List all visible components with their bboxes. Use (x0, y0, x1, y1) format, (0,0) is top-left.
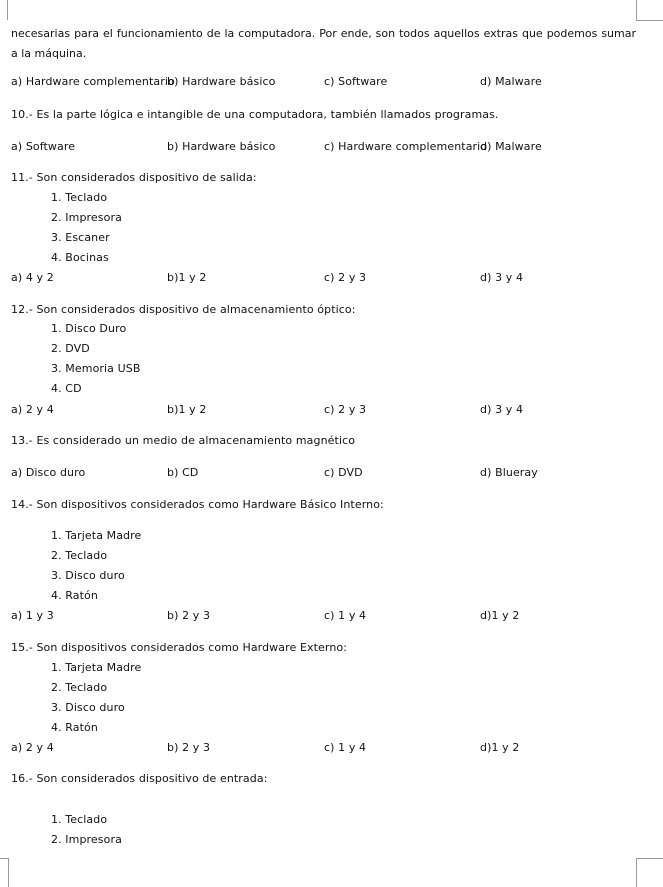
q15-item-2: 2. Teclado (51, 681, 108, 694)
q15-item-1: 1. Tarjeta Madre (51, 661, 142, 674)
q12-option-d: d) 3 y 4 (480, 403, 524, 416)
q12-item-2: 2. DVD (51, 342, 90, 355)
q14-option-c: c) 1 y 4 (324, 609, 367, 622)
q9-option-a: a) Hardware complementario (11, 75, 175, 88)
q15-option-b: b) 2 y 3 (167, 741, 211, 754)
intro-paragraph: necesarias para el funcionamiento de la computadora. Por ende, son todos aquellos extras que podemos sumar a la máquina. (11, 27, 636, 60)
q14-question: 14.- Son dispositivos considerados como Hardware Básico Interno: (11, 498, 384, 511)
crop-mark-bottom-right-v (636, 858, 637, 887)
q16-item-2: 2. Impresora (51, 833, 122, 846)
q15-option-a: a) 2 y 4 (11, 741, 54, 754)
q10-option-c: c) Hardware complementario (324, 140, 488, 153)
q13-option-c: c) DVD (324, 466, 363, 479)
q13-option-b: b) CD (167, 466, 199, 479)
q14-item-1: 1. Tarjeta Madre (51, 529, 142, 542)
q13-option-d: d) Blueray (480, 466, 538, 479)
q11-item-2: 2. Impresora (51, 211, 122, 224)
q13-option-a: a) Disco duro (11, 466, 86, 479)
crop-mark-top-left-v (7, 0, 8, 20)
q11-option-a: a) 4 y 2 (11, 271, 54, 284)
q11-question: 11.- Son considerados dispositivo de salida: (11, 171, 257, 184)
q12-item-3: 3. Memoria USB (51, 362, 141, 375)
q15-item-4: 4. Ratón (51, 721, 98, 734)
q11-option-c: c) 2 y 3 (324, 271, 367, 284)
crop-mark-top-right-v (636, 0, 637, 20)
crop-mark-bottom-left-h (0, 858, 8, 859)
q12-item-4: 4. CD (51, 382, 82, 395)
q11-item-4: 4. Bocinas (51, 251, 109, 264)
q12-option-c: c) 2 y 3 (324, 403, 367, 416)
q11-item-1: 1. Teclado (51, 191, 108, 204)
q16-item-1: 1. Teclado (51, 813, 108, 826)
q15-item-3: 3. Disco duro (51, 701, 125, 714)
q12-option-b: b)1 y 2 (167, 403, 207, 416)
q9-option-b: b) Hardware básico (167, 75, 276, 88)
q15-option-c: c) 1 y 4 (324, 741, 367, 754)
q12-question: 12.- Son considerados dispositivo de almacenamiento óptico: (11, 303, 356, 316)
q15-question: 15.- Son dispositivos considerados como Hardware Externo: (11, 641, 348, 654)
q11-option-d: d) 3 y 4 (480, 271, 524, 284)
q9-option-d: d) Malware (480, 75, 542, 88)
q13-question: 13.- Es considerado un medio de almacenamiento magnético (11, 434, 356, 447)
q14-option-d: d)1 y 2 (480, 609, 520, 622)
q14-option-a: a) 1 y 3 (11, 609, 54, 622)
q11-item-3: 3. Escaner (51, 231, 110, 244)
crop-mark-top-right-h (636, 20, 663, 21)
q14-option-b: b) 2 y 3 (167, 609, 211, 622)
q10-option-d: d) Malware (480, 140, 542, 153)
q12-option-a: a) 2 y 4 (11, 403, 54, 416)
q15-option-d: d)1 y 2 (480, 741, 520, 754)
q10-question: 10.- Es la parte lógica e intangible de una computadora, también llamados programas. (11, 108, 499, 121)
crop-mark-bottom-right-h (636, 858, 663, 859)
crop-mark-bottom-left-v (8, 858, 9, 887)
q10-option-b: b) Hardware básico (167, 140, 276, 153)
q14-item-2: 2. Teclado (51, 549, 108, 562)
q14-item-3: 3. Disco duro (51, 569, 125, 582)
q14-item-4: 4. Ratón (51, 589, 98, 602)
q9-option-c: c) Software (324, 75, 388, 88)
q12-item-1: 1. Disco Duro (51, 322, 127, 335)
q11-option-b: b)1 y 2 (167, 271, 207, 284)
q16-question: 16.- Son considerados dispositivo de entrada: (11, 772, 268, 785)
q10-option-a: a) Software (11, 140, 76, 153)
